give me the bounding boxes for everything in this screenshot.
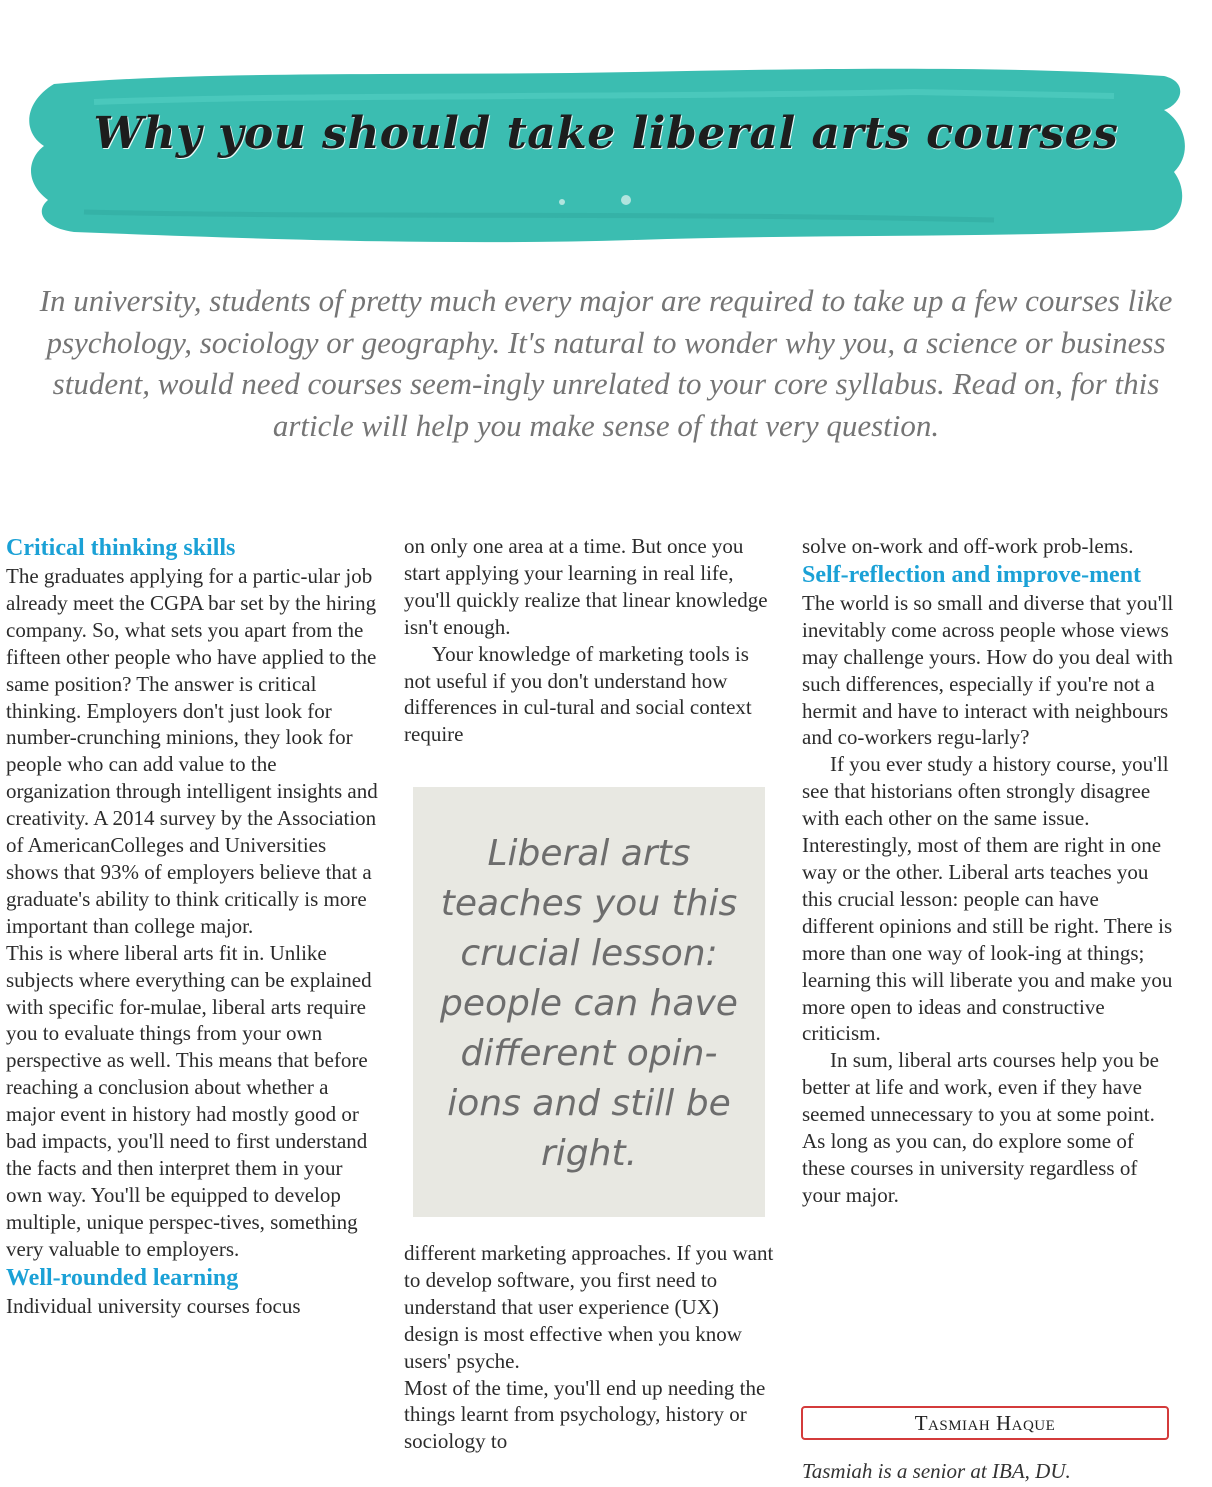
- column-3: [802, 533, 1174, 1209]
- column-1: [6, 533, 378, 1319]
- body-paragraph: The graduates applying for a partic-ular job already meet the CGPA bar set by the hiring company. So, what sets you apart from the fifteen other people who have applied to the same position? The answer is critical thinking. Employers don't just look for number-crunching minions, they look for people who can add value to the organization through intelligent insights and creativity. A 2014 survey by the Association of AmericanColleges and Universities shows that 93% of employers believe that a graduate's ability to think critically is more important than college major.: [6, 564, 378, 938]
- author-byline: Tasmiah Haque: [801, 1406, 1169, 1440]
- body-paragraph: If you ever study a history course, you'll see that historians often strongly disagree with each other on the same issue. Interestingly, most of them are right in one way or the other. Liberal arts teaches you this crucial lesson: people can have different opinions and still be right. There is more than one way of look-ing at things; learning this will liberate you and make you more open to ideas and constructive criticism.: [802, 752, 1173, 1046]
- section-heading-critical-thinking: Critical thinking skills: [6, 535, 236, 561]
- body-paragraph: Most of the time, you'll end up needing the things learnt from psychology, history or sociology to: [404, 1375, 766, 1454]
- article-title: Why you should take liberal arts courses: [93, 108, 1119, 159]
- body-paragraph: Your knowledge of marketing tools is not useful if you don't understand how differences in cul-tural and social context require: [404, 641, 752, 747]
- body-paragraph: different marketing approaches. If you want to develop software, you first need to understand that user experience (UX) design is most effective when you know users' psyche.: [404, 1241, 774, 1373]
- body-paragraph: solve on-work and off-work prob-lems.: [802, 534, 1134, 558]
- column-2-continued: [404, 1240, 774, 1455]
- article-intro: In university, students of pretty much every major are required to take up a few courses like psychology, sociology or geography. It's natural to wonder why you, a science or business student, would need courses seem-ingly unrelated to your core syllabus. Read on, for this article will help you make sense of that very question.: [39, 283, 1173, 443]
- section-heading-self-reflection: Self-reflection and improve-ment: [802, 561, 1142, 588]
- author-bio: Tasmiah is a senior at IBA, DU.: [802, 1459, 1071, 1483]
- pull-quote: Liberal arts teaches you this crucial lesson: people can have different opin-ions and still be right.: [413, 787, 765, 1217]
- body-paragraph: In sum, liberal arts courses help you be better at life and work, even if they have seemed unnecessary to you at some point. As long as you can, do explore some of these courses in university regardless of your major.: [802, 1048, 1159, 1207]
- body-paragraph: Individual university courses focus: [6, 1293, 301, 1318]
- body-paragraph: This is where liberal arts fit in. Unlike subjects where everything can be explained with specific for-mulae, liberal arts require you to evaluate things from your own perspective as well. This means that before reaching a conclusion about whether a major event in history had mostly good or bad impacts, you'll need to first understand the facts and then interpret them in your own way. You'll be equipped to develop multiple, unique perspec-tives, something very valuable to employers.: [6, 940, 372, 1261]
- section-heading-well-rounded: Well-rounded learning: [6, 1264, 239, 1291]
- body-paragraph: on only one area at a time. But once you start applying your learning in real life, you'll quickly realize that linear knowledge isn't enough.: [404, 534, 768, 639]
- body-paragraph: The world is so small and diverse that you'll inevitably come across people whose views may challenge yours. How do you deal with such differences, especially if you're not a hermit and have to interact with neighbours and co-workers regu-larly?: [802, 590, 1174, 750]
- column-2: [404, 533, 774, 748]
